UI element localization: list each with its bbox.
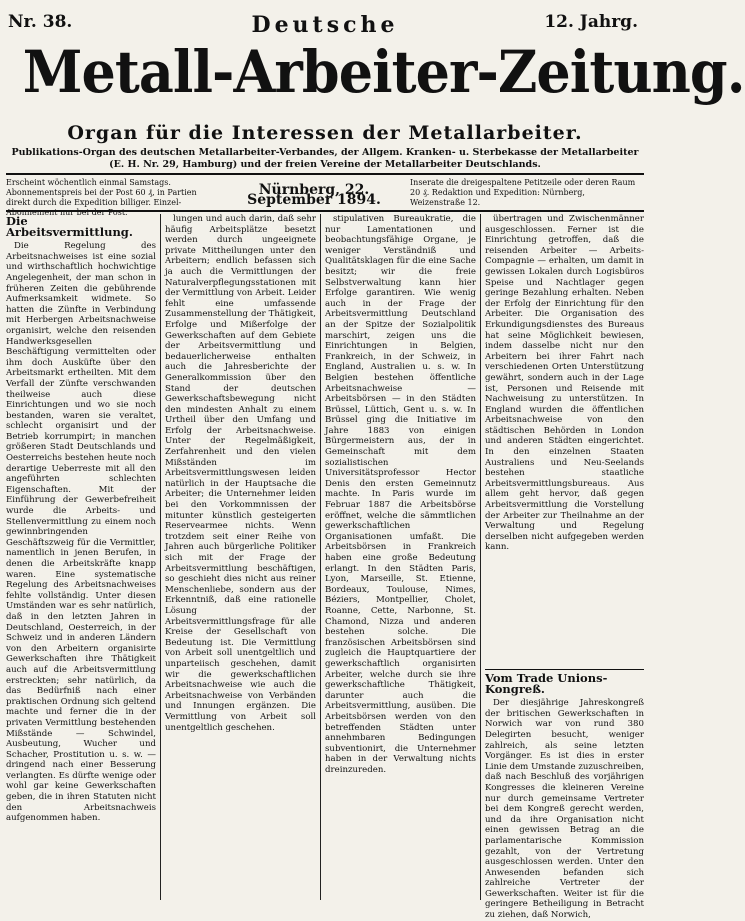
issue-number: Nr. 38. [8, 12, 73, 32]
place-date: Nürnberg, 22. September 1894. [247, 182, 381, 208]
article-text: Der diesjährige Jahreskongreß der britischen Gewerkschaften in Norwich war von rund 380 Delegirten besucht, weniger zahlreich, als seine letzten Vorgänger. Es ist dies in erster Linie dem Umstande zuzuschreiben, daß nach Beschluß des vorjährigen Kongresses die kleineren Vereine nur durch gemeinsame Vertreter bei dem Kongreß gerecht werden, und da ihre Organisation nicht einen gewissen Betrag an die parlamentarische Kommission gezahlt, von der Vertretung ausgeschlossen werden. Unter den Anwesenden befanden sich zahlreiche Vertreter der Gewerkschaften. Weiter ist für die geringere Betheiligung in Betracht zu ziehen, daß Norwich, [485, 698, 644, 921]
article-columns [6, 214, 644, 921]
masthead-top-word: Deutsche [251, 12, 399, 38]
article-text: Die Regelung des Arbeitsnachweises ist eine sozial und wirthschaftlich hochwichtige Angelegenheit, der man schon in früheren Zeiten die gebührende Aufmerksamkeit widmete. So hatten die Zünfte in Verbindung mit Herbergen Arbeitsnachweise organisirt, welche den reisenden Handwerksgesellen Beschäftigung vermittelten oder ihm doch Ausküfte über den Arbeitsmarkt ertheilten. Mit dem Verfall der Zünfte verschwanden theilweise auch diese Einrichtungen und wo sie noch bestanden, waren sie veraltet, schlecht organisirt und der Betrieb korrumpirt; in manchen größeren Stadt Deutschlands und Oesterreichs bestehen heute noch derartige Ueberreste mit all den angeführten schlechten Eigenschaften. Mit der Einführung der Gewerbefreiheit wurde die Arbeits- und Stellenvermittlung zu einem noch gewinnbringenden Geschäftszweig für die Vermittler, namentlich in jenen Berufen, in denen die Arbeitskräfte knapp waren. Eine systematische Regelung des Arbeitsnachweises fehlte vollständig. Unter diesen Umständen war es sehr natürlich, daß in den letzten Jahren in Deutschland, Oesterreich, in der Schweiz und in anderen Ländern von den Arbeitern organisirte Gewerkschaften ihre Thätigkeit auch auf die Arbeitsvermittlung erstreckten; sehr natürlich, da das Bedürfniß nach einer praktischen Ordnung sich geltend machte und ferner die in der privaten Vermittlung bestehenden Mißstände — Schwindel, Ausbeutung, Wucher und Schacher, Prostitution u. s. w. — dringend nach einer Besserung verlangten. Es dürfte wenige oder wohl gar keine Gewerkschaften geben, die in ihren Statuten nicht den Arbeitsnachweis aufgenommen haben. [6, 241, 156, 824]
column-1 [6, 214, 156, 900]
article-text: übertragen und Zwischenmänner ausgeschlossen. Ferner ist die Einrichtung getroffen, daß die reisenden Arbeiter — Arbeits-Compagnie — erhalten, um damit in gewissen Lokalen durch Logisbüros Speise und Nachtlager gegen geringe Bezahlung erhalten. Neben der Erfolg der Einrichtung für den Arbeiter. Die Organisation des Erkundigungsdienstes des Bureaus hat seine Möglichkeit bewiesen, indem dasselbe nicht nur den Arbeitern bei ihrer Fahrt nach verschiedenen Orten Unterstützung gewährt, sondern auch in der Lage ist, Personen und Reisende mit Nachweisung zu unterstützen. In England wurden die öffentlichen Arbeitsnachweise von den städtischen Behörden in London und anderen Städten eingerichtet. In den einzelnen Staaten Australiens und Neu-Seelands bestehen staatliche Arbeitsvermittlungsbureaus. Aus allem geht hervor, daß gegen Arbeitsvermittlung die Vorstellung der Arbeiter zur Theilnahme an der Verwaltung und Regelung derselben nicht aufgegeben werden kann. [485, 214, 644, 553]
column-2 [165, 214, 316, 900]
column-divider [160, 214, 161, 900]
subscription-info: Erscheint wöchentlich einmal Samstags. Abonnementspreis bei der Post 60 ₰, in Partien direkt durch die Expedition billiger. Einzel-Abonnement nur bei der Post. [6, 178, 197, 217]
masthead-title: Metall-Arbeiter-Zeitung. [22, 38, 745, 106]
header-rule-top [6, 173, 644, 175]
info-bar [6, 177, 644, 217]
column-divider [320, 214, 321, 900]
article-text: stipulativen Bureaukratie, die nur Lamentationen und beobachtungsfähige Organe, je weniger Verständniß und Qualitätsklagen für die eine Sache besitzt; wir die freie Selbstverwaltung kann hier Erfolge garantiren. Wie wenig auch in der Frage der Arbeitsvermittlung Deutschland an der Spitze der Sozialpolitik marschirt, zeigen uns die Einrichtungen in Belgien, Frankreich, in der Schweiz, in England, Australien u. s. w. In Belgien bestehen öffentliche Arbeitsnachweise — Arbeitsbörsen — in den Städten Brüssel, Lüttich, Gent u. s. w. In Brüssel ging die Initiative im Jahre 1883 von einigen Bürgermeistern aus, der in Gemeinschaft mit dem sozialistischen Universitätsprofessor Hector Denis den ersten Gemeinnutz machte. In Paris wurde im Februar 1887 die Arbeitsbörse eröffnet, welche die sämmtlichen gewerkschaftlichen Organisationen umfaßt. Die Arbeitsbörsen in Frankreich haben eine große Bedeutung erlangt. In den Städten Paris, Lyon, Marseille, St. Etienne, Bordeaux, Toulouse, Nimes, Béziers, Montpellier, Cholet, Roanne, Cette, Narbonne, St. Chamond, Nizza und anderen bestehen solche. Die französischen Arbeitsbörsen sind zugleich die Hauptquartiere der gewerkschaftlich organisirten Arbeiter, welche durch sie ihre gewerkschaftliche Thätigkeit, darunter auch die Arbeitsvermittlung, ausüben. Die Arbeitsbörsen werden von den betreffenden Städten unter annehmbaren Bedingungen subventionirt, die Unternehmer haben in der Verwaltung nichts dreinzureden. [325, 214, 476, 775]
article-title: Die Arbeitsvermittlung. [6, 214, 133, 239]
volume-year: 12. Jahrg. [544, 12, 638, 32]
article-text: lungen und auch darin, daß sehr häufig Arbeitsplätze besetzt werden durch ungeeignete private Mittheilungen unter den Arbeitern; endlich befassen sich ja auch die Vermittlungen der Naturalverpflegungsstationen mit der Vermittlung von Arbeit. Leider fehlt eine umfassende Zusammenstellung der Thätigkeit, Erfolge und Mißerfolge der Gewerkschaften auf dem Gebiete der Arbeitsvermittlung und bedauerlicherweise enthalten auch die Jahresberichte der Generalkommission über den Stand der deutschen Gewerkschaftsbewegung nicht den mindesten Anhalt zu einem Urtheil über den Umfang und Erfolg der Arbeitsnachweise. Unter der Regelmäßigkeit, Zerfahrenheit und den vielen Mißständen im Arbeitsvermittlungswesen leiden natürlich in der Hauptsache die Arbeiter; die Unternehmer leiden bei den Vorkommnissen der mitunter künstlich gesteigerten Reservearmee nichts. Wenn trotzdem seit einer Reihe von Jahren auch bürgerliche Politiker sich mit der Frage der Arbeitsvermittlung beschäftigen, so geschieht dies nicht aus reiner Menschenliebe, sondern aus der Erkenntniß, daß eine rationelle Lösung der Arbeitsvermittlungsfrage für alle Kreise der Gesellschaft von Bedeutung ist. Die Vermittlung von Arbeit soll unentgeltlich und unparteiisch geschehen, damit wir die gewerkschaftlichen Arbeitsnachweise wie auch die Arbeitsnachweise von Verbänden und Innungen ergänzen. Die Vermittlung von Arbeit soll unentgeltlich geschehen. [165, 214, 316, 733]
article-separator [485, 669, 644, 670]
header-rule-bottom [6, 210, 644, 212]
subtitle: Organ für die Interessen der Metallarbeiter. [67, 122, 583, 144]
column-4 [485, 214, 644, 921]
column-divider [480, 214, 481, 900]
masthead-topline [6, 12, 644, 40]
advertising-info: Inserate die dreigespaltene Petitzeile oder deren Raum 20 ₰. Redaktion und Expedition: Nürnberg, Weizenstraße 12. [410, 178, 636, 207]
article-title: Vom Trade Unions-Kongreß. [485, 671, 608, 696]
column-3 [325, 214, 476, 900]
publication-line: Publikations-Organ des deutschen Metallarbeiter-Verbandes, der Allgem. Kranken- u. Sterbekasse der Metallarbeiter (E. H. Nr. 29, Hamburg) und der freien Vereine der Metallarbeiter Deutschlands. [11, 147, 639, 170]
